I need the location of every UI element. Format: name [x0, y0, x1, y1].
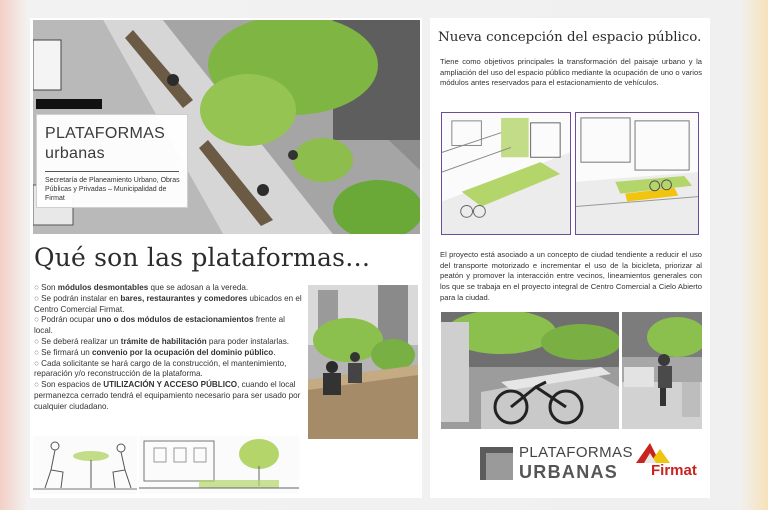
bench-bicycles-photo	[441, 312, 619, 429]
title-line1: PLATAFORMAS	[45, 125, 166, 142]
right-heading: Nueva concepción del espacio público.	[438, 30, 702, 45]
list-item: ○ Se podrán instalar en bares, restaurantes y comedores ubicados en el Centro Comercial Firmat.	[34, 293, 302, 314]
title-box	[36, 114, 188, 208]
logo-text-line2: URBANAS	[519, 462, 619, 482]
title-rule	[45, 171, 179, 172]
title-line2: urbanas	[45, 145, 105, 162]
list-item: ○ Son módulos desmontables que se adosan a la vereda.	[34, 283, 249, 292]
municipal-logo-text: Firmat	[651, 462, 697, 479]
title-subtitle: Secretaría de Planeamiento Urbano, Obras Públicas y Privadas – Municipalidad de Firmat	[45, 177, 180, 202]
parklet-axonometric-sketch-1	[441, 112, 571, 235]
logo-text-line1: PLATAFORMAS	[519, 444, 633, 461]
person-seated-photo	[622, 312, 702, 429]
municipal-logo-icon	[636, 443, 672, 463]
list-item: ○ Se deberá realizar un trámite de habilitación para poder instalarlas.	[34, 336, 290, 346]
objectives-paragraph: Tiene como objetivos principales la transformación del paisaje urbano y la ampliación del uso del espacio público mediante la ocupación de uno o varios módulos antes reservados para el estacionamiento de vehículos.	[440, 57, 702, 88]
street-elevation-drawing	[139, 436, 299, 494]
plataformas-logo-mark	[480, 447, 513, 480]
list-item: ○ Podrán ocupar uno o dos módulos de estacionamientos frente al local.	[34, 315, 285, 336]
parklet-axonometric-sketch-2	[575, 112, 699, 235]
black-label-bar	[36, 99, 102, 109]
list-item: ○ Se firmará un convenio por la ocupación del dominio público.	[34, 347, 276, 357]
section-heading: Qué son las plataformas…	[34, 243, 371, 272]
list-item: ○ Cada solicitante se hará cargo de la construcción, el mantenimiento, reparación y/o reconstrucción de la plataforma.	[34, 358, 287, 379]
parklet-photo	[308, 285, 418, 439]
project-paragraph: El proyecto está asociado a un concepto de ciudad tendiente a reducir el uso del transporte motorizado e incrementar el uso de la bicicleta, priorizar al peatón y promover la interacción entre vecinos, lineamientos generales con los que se trabaja en el proyecto integral de Centro Comercial a Cielo Abierto para la ciudad.	[440, 250, 702, 302]
cafe-sketch-drawing	[33, 436, 137, 494]
bullet-list	[34, 283, 304, 413]
list-item: ○ Son espacios de UTILIZACIÓN Y ACCESO PÚBLICO, cuando el local permanezca cerrado tendrá el equipamiento necesario para ser usado por cualquier ciudadano.	[34, 380, 301, 411]
